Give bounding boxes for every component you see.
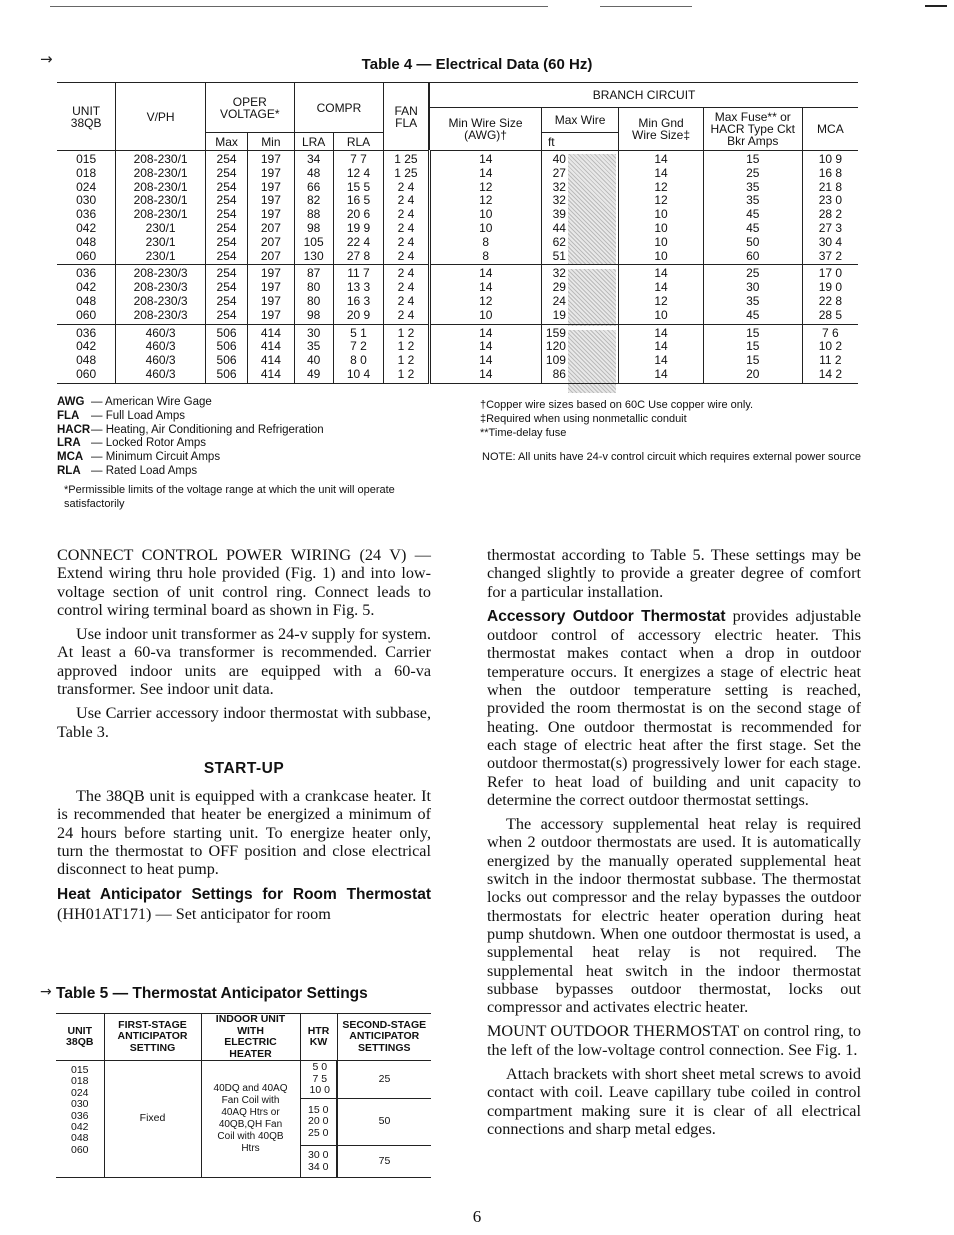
- electrical-data-rows: [57, 151, 858, 384]
- cell-min-wire: 8: [429, 250, 541, 265]
- cell-unit: 015: [76, 152, 97, 166]
- cell-rla: 7 2: [333, 340, 384, 354]
- cell-volt-max: 254: [205, 208, 247, 222]
- cell-max-wire-ft: 44: [541, 222, 618, 236]
- cell-mca: 30 4: [802, 236, 858, 250]
- t5-first-stage-header: FIRST-STAGE ANTICIPATOR SETTING: [104, 1014, 201, 1061]
- top-rule: [50, 6, 548, 7]
- left-column: [57, 546, 431, 923]
- thermostat-subbase-para: Use Carrier accessory indoor thermostat with subbase, Table 3.: [57, 704, 431, 741]
- cell-rla: 16 3: [333, 295, 384, 309]
- cell-unit: 048: [76, 235, 97, 249]
- heat-anticipator-para: Heat Anticipator Settings for Room Thermostat (HH01AT171) — Set anticipator for room: [57, 886, 431, 923]
- cell-max-fuse: 15: [703, 151, 802, 167]
- footnote-copper: †Copper wire sizes based on 60C Use copper wire only.: [480, 399, 754, 411]
- table4-title: Table 4 — Electrical Data (60 Hz): [361, 56, 593, 73]
- unit-header: UNIT 38QB: [57, 83, 116, 151]
- cell-volt-min: 207: [248, 236, 294, 250]
- t5-unit-item: 036: [70, 1109, 89, 1122]
- cell-max-fuse: 20: [703, 368, 802, 383]
- cell-max-fuse: 45: [703, 208, 802, 222]
- cell-max-wire-ft: 40: [541, 151, 618, 167]
- cell-volt-min: 414: [248, 324, 294, 340]
- t5-unit-item: 030: [70, 1098, 89, 1111]
- cell-mca: 10 9: [802, 151, 858, 167]
- cell-unit: 048: [76, 354, 97, 368]
- footnotes: [480, 399, 870, 440]
- cell-min-gnd: 14: [619, 368, 704, 383]
- cell-fan-fla: 2 4: [384, 250, 429, 265]
- t5-kw-value: 30 0: [308, 1149, 329, 1162]
- cell-volt-max: 254: [205, 181, 247, 195]
- cell-min-gnd: 10: [619, 236, 704, 250]
- cell-volt-max: 506: [205, 368, 247, 383]
- cell-lra: 35: [294, 340, 333, 354]
- min-wire-size-header: Min Wire Size (AWG)†: [429, 108, 541, 151]
- transformer-para: Use indoor unit transformer as 24-v supply for system. At least a 60-va transformer is recommended. Carrier approved indoor units are equipped with a 60-va transformer. See indoor unit data.: [57, 625, 431, 699]
- table-row: [57, 324, 858, 340]
- cell-fan-fla: 2 4: [384, 236, 429, 250]
- cell-max-wire-ft: 62: [541, 236, 618, 250]
- table-row: [57, 265, 858, 281]
- t5-unit-item: 060: [70, 1143, 89, 1156]
- table-row: [57, 340, 858, 354]
- cell-min-gnd: 14: [619, 281, 704, 295]
- cell-volt-max: 254: [205, 222, 247, 236]
- cell-rla: 27 8: [333, 250, 384, 265]
- cell-vph: 460/3: [116, 324, 206, 340]
- table-row: [57, 354, 858, 368]
- cell-volt-max: 254: [205, 265, 247, 281]
- revision-arrow-icon: →: [40, 50, 53, 68]
- cell-rla: 22 4: [333, 236, 384, 250]
- cell-volt-max: 254: [205, 250, 247, 265]
- compr-header: COMPR: [294, 83, 384, 133]
- t5-second-stage-setting: 75: [337, 1146, 431, 1178]
- cell-volt-max: 506: [205, 324, 247, 340]
- cell-rla: 10 4: [333, 368, 384, 383]
- cell-mca: 23 0: [802, 194, 858, 208]
- cell-volt-max: 254: [205, 236, 247, 250]
- cell-max-fuse: 50: [703, 236, 802, 250]
- abbreviation-list: [57, 396, 324, 479]
- cell-mca: 28 5: [802, 309, 858, 324]
- connect-control-power-para: CONNECT CONTROL POWER WIRING (24 V) — Extend wiring thru hole provided (Fig. 1) and into low-voltage section of unit control ring. Connect leads to control wiring terminal board as shown in Fig. 5.: [57, 546, 431, 619]
- cell-min-gnd: 10: [619, 222, 704, 236]
- accessory-outdoor-thermostat-heading: Accessory Outdoor Thermostat: [487, 607, 726, 625]
- cell-vph: 208-230/1: [116, 208, 206, 222]
- t5-kw-value: 25 0: [308, 1126, 329, 1139]
- t5-kw-group: [300, 1146, 337, 1178]
- cell-vph: 208-230/1: [116, 194, 206, 208]
- cell-lra: 98: [294, 309, 333, 324]
- t5-indoor-unit-cell: 40DQ and 40AQ Fan Coil with 40AQ Htrs or 40QB,QH Fan Coil with 40QB Htrs: [201, 1061, 300, 1178]
- cell-mca: 28 2: [802, 208, 858, 222]
- cell-volt-min: 414: [248, 340, 294, 354]
- cell-min-gnd: 14: [619, 324, 704, 340]
- cell-mca: 17 0: [802, 265, 858, 281]
- t5-indoor-unit-header: INDOOR UNIT WITH ELECTRIC HEATER: [201, 1014, 300, 1061]
- cell-lra: 130: [294, 250, 333, 265]
- abbreviation-item: RLA — Rated Load Amps: [57, 464, 198, 477]
- cell-vph: 460/3: [116, 354, 206, 368]
- cell-unit: 048: [76, 294, 97, 308]
- cell-min-gnd: 14: [619, 340, 704, 354]
- cell-max-wire-ft: 32: [541, 194, 618, 208]
- cell-rla: 12 4: [333, 167, 384, 181]
- cell-min-gnd: 12: [619, 194, 704, 208]
- cell-unit: 036: [76, 208, 97, 222]
- cell-rla: 16 5: [333, 194, 384, 208]
- cell-rla: 19 9: [333, 222, 384, 236]
- cell-unit: 042: [76, 340, 97, 354]
- permissible-note: *Permissible limits of the voltage range at which the unit will operate satisfactorily: [64, 484, 395, 510]
- table-row: [57, 194, 858, 208]
- cell-volt-max: 254: [205, 281, 247, 295]
- t5-kw-group: [300, 1061, 337, 1099]
- supplemental-heat-relay-para: The accessory supplemental heat relay is required when 2 outdoor thermostats are used. It is automatically energized by the manually operated supplemental heat switch in the indoor thermostat subbase. The thermostat locks out compressor and the relay bypasses the outdoor thermostats for electric heater operation during heat pump shutdown. When one outdoor thermostat is used, a supplemental heat relay is not required. The supplemental heat switch in the indoor thermostat subbase bypasses outdoor thermostat, locks out compressor and activates electric heater.: [487, 815, 861, 1017]
- table-row: [57, 181, 858, 195]
- cell-lra: 34: [294, 151, 333, 167]
- t5-kw-value: 7 5: [312, 1072, 328, 1085]
- cell-mca: 14 2: [802, 368, 858, 383]
- cell-max-fuse: 25: [703, 265, 802, 281]
- cell-rla: 11 7: [333, 265, 384, 281]
- cell-lra: 80: [294, 295, 333, 309]
- cell-max-fuse: 15: [703, 354, 802, 368]
- control-circuit-note: NOTE: All units have 24-v control circuit which requires external power source: [482, 451, 862, 463]
- cell-volt-min: 197: [248, 281, 294, 295]
- max-volt-header: Max: [205, 133, 247, 151]
- cell-min-wire: 14: [429, 368, 541, 383]
- cell-max-fuse: 45: [703, 222, 802, 236]
- page-number: 6: [472, 1207, 482, 1226]
- t5-second-stage-setting: 25: [337, 1061, 431, 1099]
- cell-volt-min: 197: [248, 181, 294, 195]
- cell-unit: 036: [76, 325, 97, 340]
- cell-max-fuse: 25: [703, 167, 802, 181]
- cell-min-gnd: 10: [619, 250, 704, 265]
- cell-min-wire: 10: [429, 208, 541, 222]
- cell-max-fuse: 30: [703, 281, 802, 295]
- footnote-conduit: ‡Required when using nonmetallic conduit: [480, 412, 687, 425]
- cell-unit: 060: [57, 309, 116, 324]
- t5-kw-value: 10 0: [309, 1084, 330, 1097]
- cell-rla: 13 3: [333, 281, 384, 295]
- cell-min-wire: 12: [429, 295, 541, 309]
- cell-mca: 37 2: [802, 250, 858, 265]
- cell-volt-max: 254: [205, 309, 247, 324]
- cell-min-wire: 14: [429, 167, 541, 181]
- lra-header: LRA: [294, 133, 333, 151]
- cell-mca: 16 8: [802, 167, 858, 181]
- cell-fan-fla: 2 4: [384, 309, 429, 324]
- cell-lra: 87: [294, 265, 333, 281]
- table-row: [57, 281, 858, 295]
- cell-vph: 230/1: [116, 250, 206, 265]
- cell-volt-min: 197: [248, 167, 294, 181]
- top-rule: [925, 5, 947, 7]
- cell-lra: 66: [294, 181, 333, 195]
- cell-min-wire: 14: [429, 354, 541, 368]
- cell-volt-max: 254: [205, 295, 247, 309]
- cell-mca: 10 2: [802, 340, 858, 354]
- t5-kw-group: [300, 1099, 337, 1146]
- cell-max-fuse: 60: [703, 250, 802, 265]
- abbreviation-item: LRA — Locked Rotor Amps: [57, 437, 207, 450]
- cell-max-wire-ft: 51: [541, 250, 618, 265]
- cell-mca: 21 8: [802, 181, 858, 195]
- cell-rla: 5 1: [333, 324, 384, 340]
- cell-max-wire-ft: 19: [541, 309, 618, 324]
- t5-first-stage-cell: Fixed: [104, 1061, 201, 1178]
- cell-max-wire-ft: 159: [541, 324, 618, 340]
- cell-lra: 88: [294, 208, 333, 222]
- cell-max-wire-ft: 32: [541, 265, 618, 281]
- cell-max-wire-ft: 24: [541, 295, 618, 309]
- cell-min-wire: 14: [429, 340, 541, 354]
- cell-lra: 49: [294, 368, 333, 383]
- cell-rla: 20 9: [333, 309, 384, 324]
- cell-vph: 208-230/3: [116, 295, 206, 309]
- cell-volt-min: 197: [248, 194, 294, 208]
- cell-fan-fla: 1 2: [384, 354, 429, 368]
- cell-min-wire: 12: [429, 194, 541, 208]
- cell-volt-min: 207: [248, 222, 294, 236]
- cell-fan-fla: 1 2: [384, 340, 429, 354]
- cell-max-fuse: 15: [703, 324, 802, 340]
- mount-outdoor-thermostat-para: MOUNT OUTDOOR THERMOSTAT on control ring, to the left of the low-voltage control connection. See Fig. 1.: [487, 1022, 861, 1059]
- cell-fan-fla: 2 4: [384, 265, 429, 281]
- cell-rla: 20 6: [333, 208, 384, 222]
- electrical-data-table: [57, 82, 858, 384]
- cell-max-fuse: 35: [703, 295, 802, 309]
- t5-unit-item: 018: [70, 1075, 89, 1088]
- cell-min-gnd: 12: [619, 181, 704, 195]
- cell-max-fuse: 15: [703, 340, 802, 354]
- ft-header: ft: [541, 133, 618, 151]
- cell-min-gnd: 14: [619, 265, 704, 281]
- cell-max-fuse: 45: [703, 309, 802, 324]
- fan-fla-header: FAN FLA: [384, 83, 429, 151]
- table-row: [57, 368, 858, 383]
- table-row: [57, 208, 858, 222]
- cell-fan-fla: 2 4: [384, 222, 429, 236]
- max-wire-header: Max Wire: [541, 108, 618, 133]
- cell-vph: 208-230/3: [116, 281, 206, 295]
- cell-volt-min: 197: [248, 265, 294, 281]
- cell-rla: 15 5: [333, 181, 384, 195]
- cell-fan-fla: 2 4: [384, 194, 429, 208]
- t5-kw-value: 5 0: [312, 1061, 328, 1074]
- cell-lra: 82: [294, 194, 333, 208]
- attach-brackets-para: Attach brackets with short sheet metal screws to avoid contact with coil. Leave capillary tube coiled in control compartment making sure it is clear of all electrical connections and sharp metal edges.: [487, 1065, 861, 1138]
- cell-max-wire-ft: 109: [541, 354, 618, 368]
- cell-min-wire: 8: [429, 236, 541, 250]
- cell-fan-fla: 2 4: [384, 208, 429, 222]
- cell-volt-max: 254: [205, 194, 247, 208]
- t5-kw-value: 20 0: [308, 1115, 329, 1128]
- t5-unit-item: 042: [70, 1121, 89, 1134]
- cell-min-wire: 14: [429, 324, 541, 340]
- vph-header: V/PH: [116, 83, 206, 151]
- cell-fan-fla: 2 4: [384, 295, 429, 309]
- table-row: [57, 250, 858, 265]
- right-column: [487, 546, 861, 1138]
- cell-lra: 105: [294, 236, 333, 250]
- cell-volt-max: 254: [205, 167, 247, 181]
- cell-volt-min: 197: [248, 208, 294, 222]
- cell-min-wire: 10: [429, 222, 541, 236]
- t5-second-stage-header: SECOND-STAGE ANTICIPATOR SETTINGS: [337, 1014, 431, 1061]
- cell-volt-min: 197: [248, 151, 294, 167]
- t5-htr-kw-header: HTR KW: [300, 1014, 337, 1061]
- abbreviation-item: AWG — American Wire Gage: [57, 396, 212, 408]
- cell-mca: 19 0: [802, 281, 858, 295]
- cell-rla: 7 7: [333, 151, 384, 167]
- rla-header: RLA: [333, 133, 384, 151]
- cell-vph: 460/3: [116, 340, 206, 354]
- table-row: [57, 236, 858, 250]
- cell-vph: 230/1: [116, 236, 206, 250]
- cell-max-fuse: 35: [703, 181, 802, 195]
- startup-heading: START-UP: [203, 759, 285, 777]
- min-volt-header: Min: [248, 133, 294, 151]
- cell-fan-fla: 1 25: [384, 167, 429, 181]
- cell-max-wire-ft: 39: [541, 208, 618, 222]
- cell-rla: 8 0: [333, 354, 384, 368]
- cell-fan-fla: 1 2: [384, 324, 429, 340]
- cell-volt-min: 197: [248, 295, 294, 309]
- cell-vph: 230/1: [116, 222, 206, 236]
- table-row: [57, 167, 858, 181]
- cell-unit: 024: [76, 180, 97, 194]
- cell-volt-max: 254: [205, 151, 247, 167]
- thermostat-setting-para: thermostat according to Table 5. These settings may be changed slightly to provide a greater degree of comfort for a particular installation.: [487, 546, 861, 601]
- cell-unit: 042: [76, 221, 97, 235]
- mca-header: MCA: [802, 108, 858, 151]
- cell-min-gnd: 10: [619, 309, 704, 324]
- t5-second-stage-setting: 50: [337, 1099, 431, 1146]
- branch-circuit-header: BRANCH CIRCUIT: [429, 83, 858, 108]
- cell-min-wire: 14: [429, 265, 541, 281]
- cell-fan-fla: 2 4: [384, 281, 429, 295]
- t5-unit-header: UNIT 38QB: [56, 1014, 104, 1061]
- heat-anticipator-heading: Heat Anticipator Settings for Room Thermostat: [57, 886, 431, 904]
- cell-volt-min: 197: [248, 309, 294, 324]
- abbreviation-item: MCA — Minimum Circuit Amps: [57, 451, 221, 464]
- cell-max-wire-ft: 27: [541, 167, 618, 181]
- table-row: [57, 309, 858, 324]
- table-row: [57, 295, 858, 309]
- cell-min-gnd: 14: [619, 151, 704, 167]
- cell-max-wire-ft: 29: [541, 281, 618, 295]
- cell-vph: 208-230/1: [116, 167, 206, 181]
- cell-max-wire-ft: 86: [541, 368, 618, 383]
- top-rule: [600, 6, 692, 7]
- cell-unit: 060: [57, 250, 116, 265]
- cell-vph: 460/3: [116, 368, 206, 383]
- cell-mca: 27 3: [802, 222, 858, 236]
- cell-volt-min: 414: [248, 354, 294, 368]
- cell-volt-min: 414: [248, 368, 294, 383]
- abbreviation-item: FLA — Full Load Amps: [57, 409, 185, 422]
- cell-min-gnd: 14: [619, 354, 704, 368]
- table-row: [57, 151, 858, 167]
- oper-voltage-header: OPER VOLTAGE*: [205, 83, 294, 133]
- cell-max-wire-ft: 120: [541, 340, 618, 354]
- cell-min-wire: 10: [429, 309, 541, 324]
- accessory-outdoor-thermostat-para: Accessory Outdoor Thermostat provides adjustable outdoor control of accessory electric heater. This thermostat makes contact when a drop in outdoor temperature occurs. It energizes a stage of electric heat when the outdoor temperature setting is reached, provided the room thermostat is on the second stage of heating. One outdoor thermostat is recommended for each stage of electric heat after the first stage. Set the outdoor thermostat(s) progressively lower for each stage. Refer to heat load of building and unit capacity to determine the correct outdoor thermostat settings.: [487, 606, 862, 809]
- cell-lra: 40: [294, 354, 333, 368]
- cell-vph: 208-230/1: [116, 181, 206, 195]
- cell-mca: 7 6: [802, 324, 858, 340]
- t5-kw-value: 15 0: [308, 1103, 329, 1116]
- cell-vph: 208-230/3: [116, 265, 206, 281]
- cell-lra: 98: [294, 222, 333, 236]
- cell-volt-max: 506: [205, 340, 247, 354]
- cell-fan-fla: 2 4: [384, 181, 429, 195]
- cell-unit: 042: [76, 281, 97, 295]
- t5-unit-item: 024: [70, 1086, 89, 1099]
- cell-min-gnd: 10: [619, 208, 704, 222]
- t5-unit-item: 015: [70, 1064, 89, 1076]
- table-row: [57, 222, 858, 236]
- cell-lra: 30: [294, 324, 333, 340]
- cell-unit: 060: [57, 368, 116, 383]
- footnote-fuse: **Time-delay fuse: [480, 426, 567, 439]
- cell-min-wire: 12: [429, 181, 541, 195]
- cell-min-gnd: 12: [619, 295, 704, 309]
- cell-vph: 208-230/1: [116, 151, 206, 167]
- cell-min-wire: 14: [429, 151, 541, 167]
- revision-arrow-icon: →: [40, 984, 52, 1000]
- cell-volt-max: 506: [205, 354, 247, 368]
- cell-min-wire: 14: [429, 281, 541, 295]
- cell-mca: 11 2: [802, 354, 858, 368]
- cell-min-gnd: 14: [619, 167, 704, 181]
- cell-max-fuse: 35: [703, 194, 802, 208]
- t5-unit-item: 048: [70, 1132, 89, 1145]
- t5-kw-value: 34 0: [308, 1160, 329, 1173]
- cell-lra: 80: [294, 281, 333, 295]
- cell-fan-fla: 1 2: [384, 368, 429, 383]
- cell-max-wire-ft: 32: [541, 181, 618, 195]
- cell-unit: 036: [76, 266, 97, 281]
- cell-lra: 48: [294, 167, 333, 181]
- abbreviation-item: HACR— Heating, Air Conditioning and Refrigeration: [57, 423, 324, 436]
- min-gnd-wire-header: Min Gnd Wire Size‡: [619, 108, 704, 151]
- t5-units-cell: [56, 1061, 104, 1178]
- cell-mca: 22 8: [802, 295, 858, 309]
- startup-para: The 38QB unit is equipped with a crankcase heater. It is recommended that heater be energized a minimum of 24 hours before starting unit. To energize heater only, turn the thermostat to OFF position and close electrical disconnect to heat pump.: [57, 786, 431, 879]
- table5-title: Table 5 — Thermostat Anticipator Settings: [56, 985, 368, 1002]
- cell-vph: 208-230/3: [116, 309, 206, 324]
- max-fuse-header: Max Fuse** or HACR Type Ckt Bkr Amps: [703, 108, 802, 151]
- cell-fan-fla: 1 25: [384, 151, 429, 167]
- thermostat-anticipator-table: [56, 1013, 431, 1178]
- cell-unit: 030: [76, 194, 97, 208]
- cell-unit: 018: [76, 166, 97, 180]
- cell-volt-min: 207: [248, 250, 294, 265]
